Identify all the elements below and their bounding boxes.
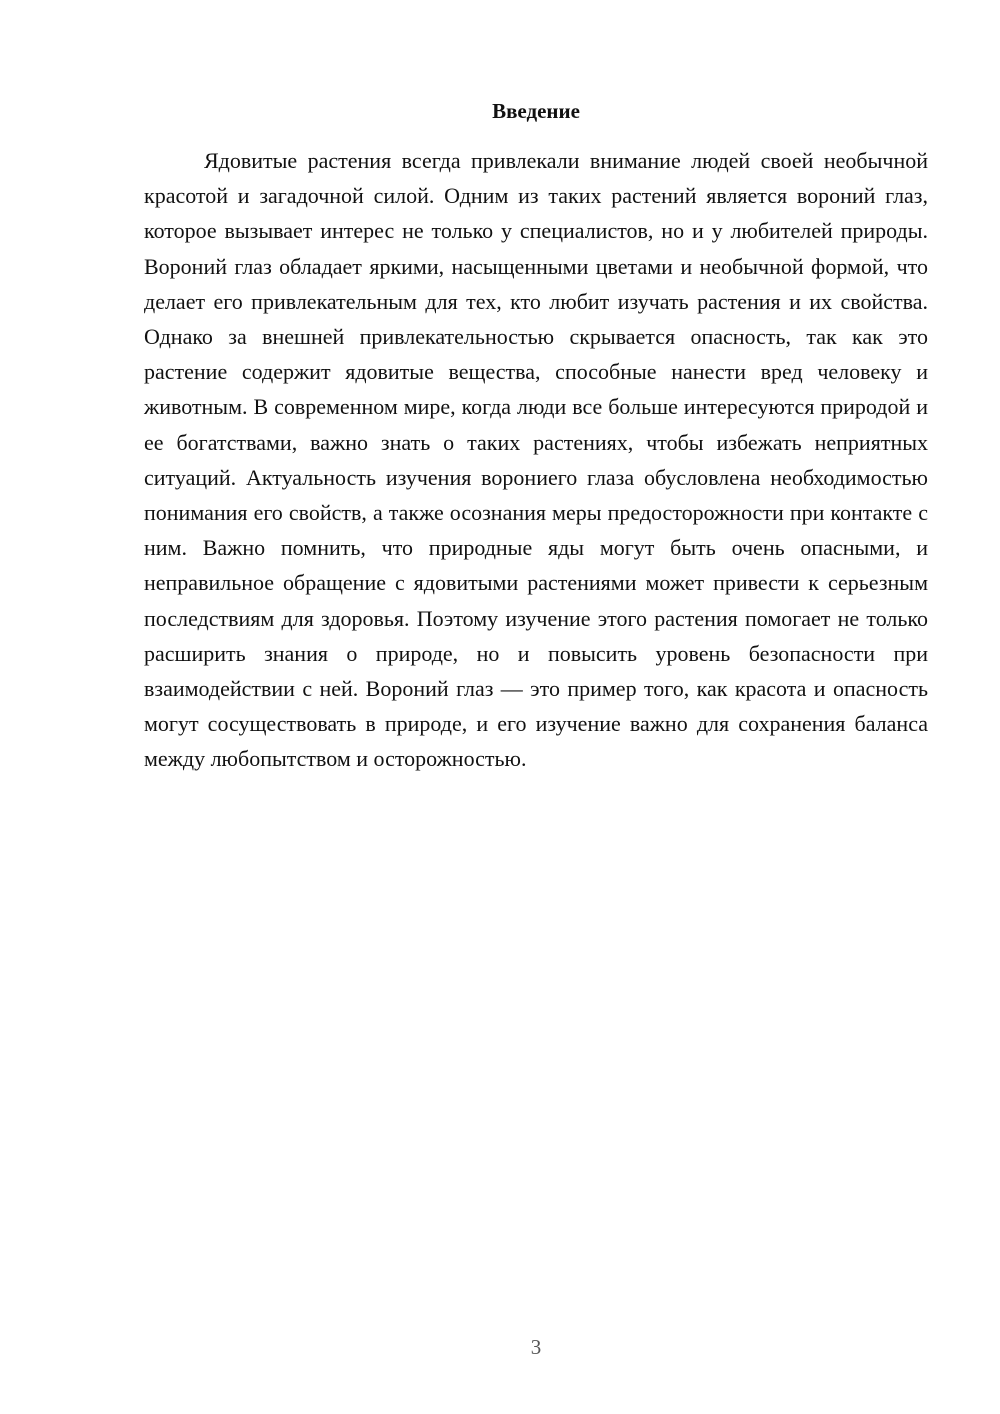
page-number: 3 [530,1335,542,1359]
section-title: Введение [492,99,580,123]
body-paragraph: Ядовитые растения всегда привлекали внимание людей своей необычной красотой и загадочной силой. Одним из таких растений является вороний глаз, которое вызывает интерес не только у специалистов, но и у любителей природы. Вороний глаз обладает яркими, насыщенными цветами и необычной формой, что делает его привлекательным для тех, кто любит изучать растения и их свойства. Однако за внешней привлекательностью скрывается опасность, так как это растение содержит ядовитые вещества, способные нанести вред человеку и животным. В современном мире, когда люди все больше интересуются природой и ее богатствами, важно знать о таких растениях, чтобы избежать неприятных ситуаций. Актуальность изучения ворониего глаза обусловлена необходимостью понимания его свойств, а также осознания меры предосторожности при контакте с ним. Важно помнить, что природные яды могут быть очень опасными, и неправильное обращение с ядовитыми растениями может привести к серьезным последствиям для здоровья. Поэтому изучение этого растения помогает не только расширить знания о природе, но и повысить уровень безопасности при взаимодействии с ней. Вороний глаз — это пример того, как красота и опасность могут сосуществовать в природе, и его изучение важно для сохранения баланса между любопытством и осторожностью. [144,148,928,772]
